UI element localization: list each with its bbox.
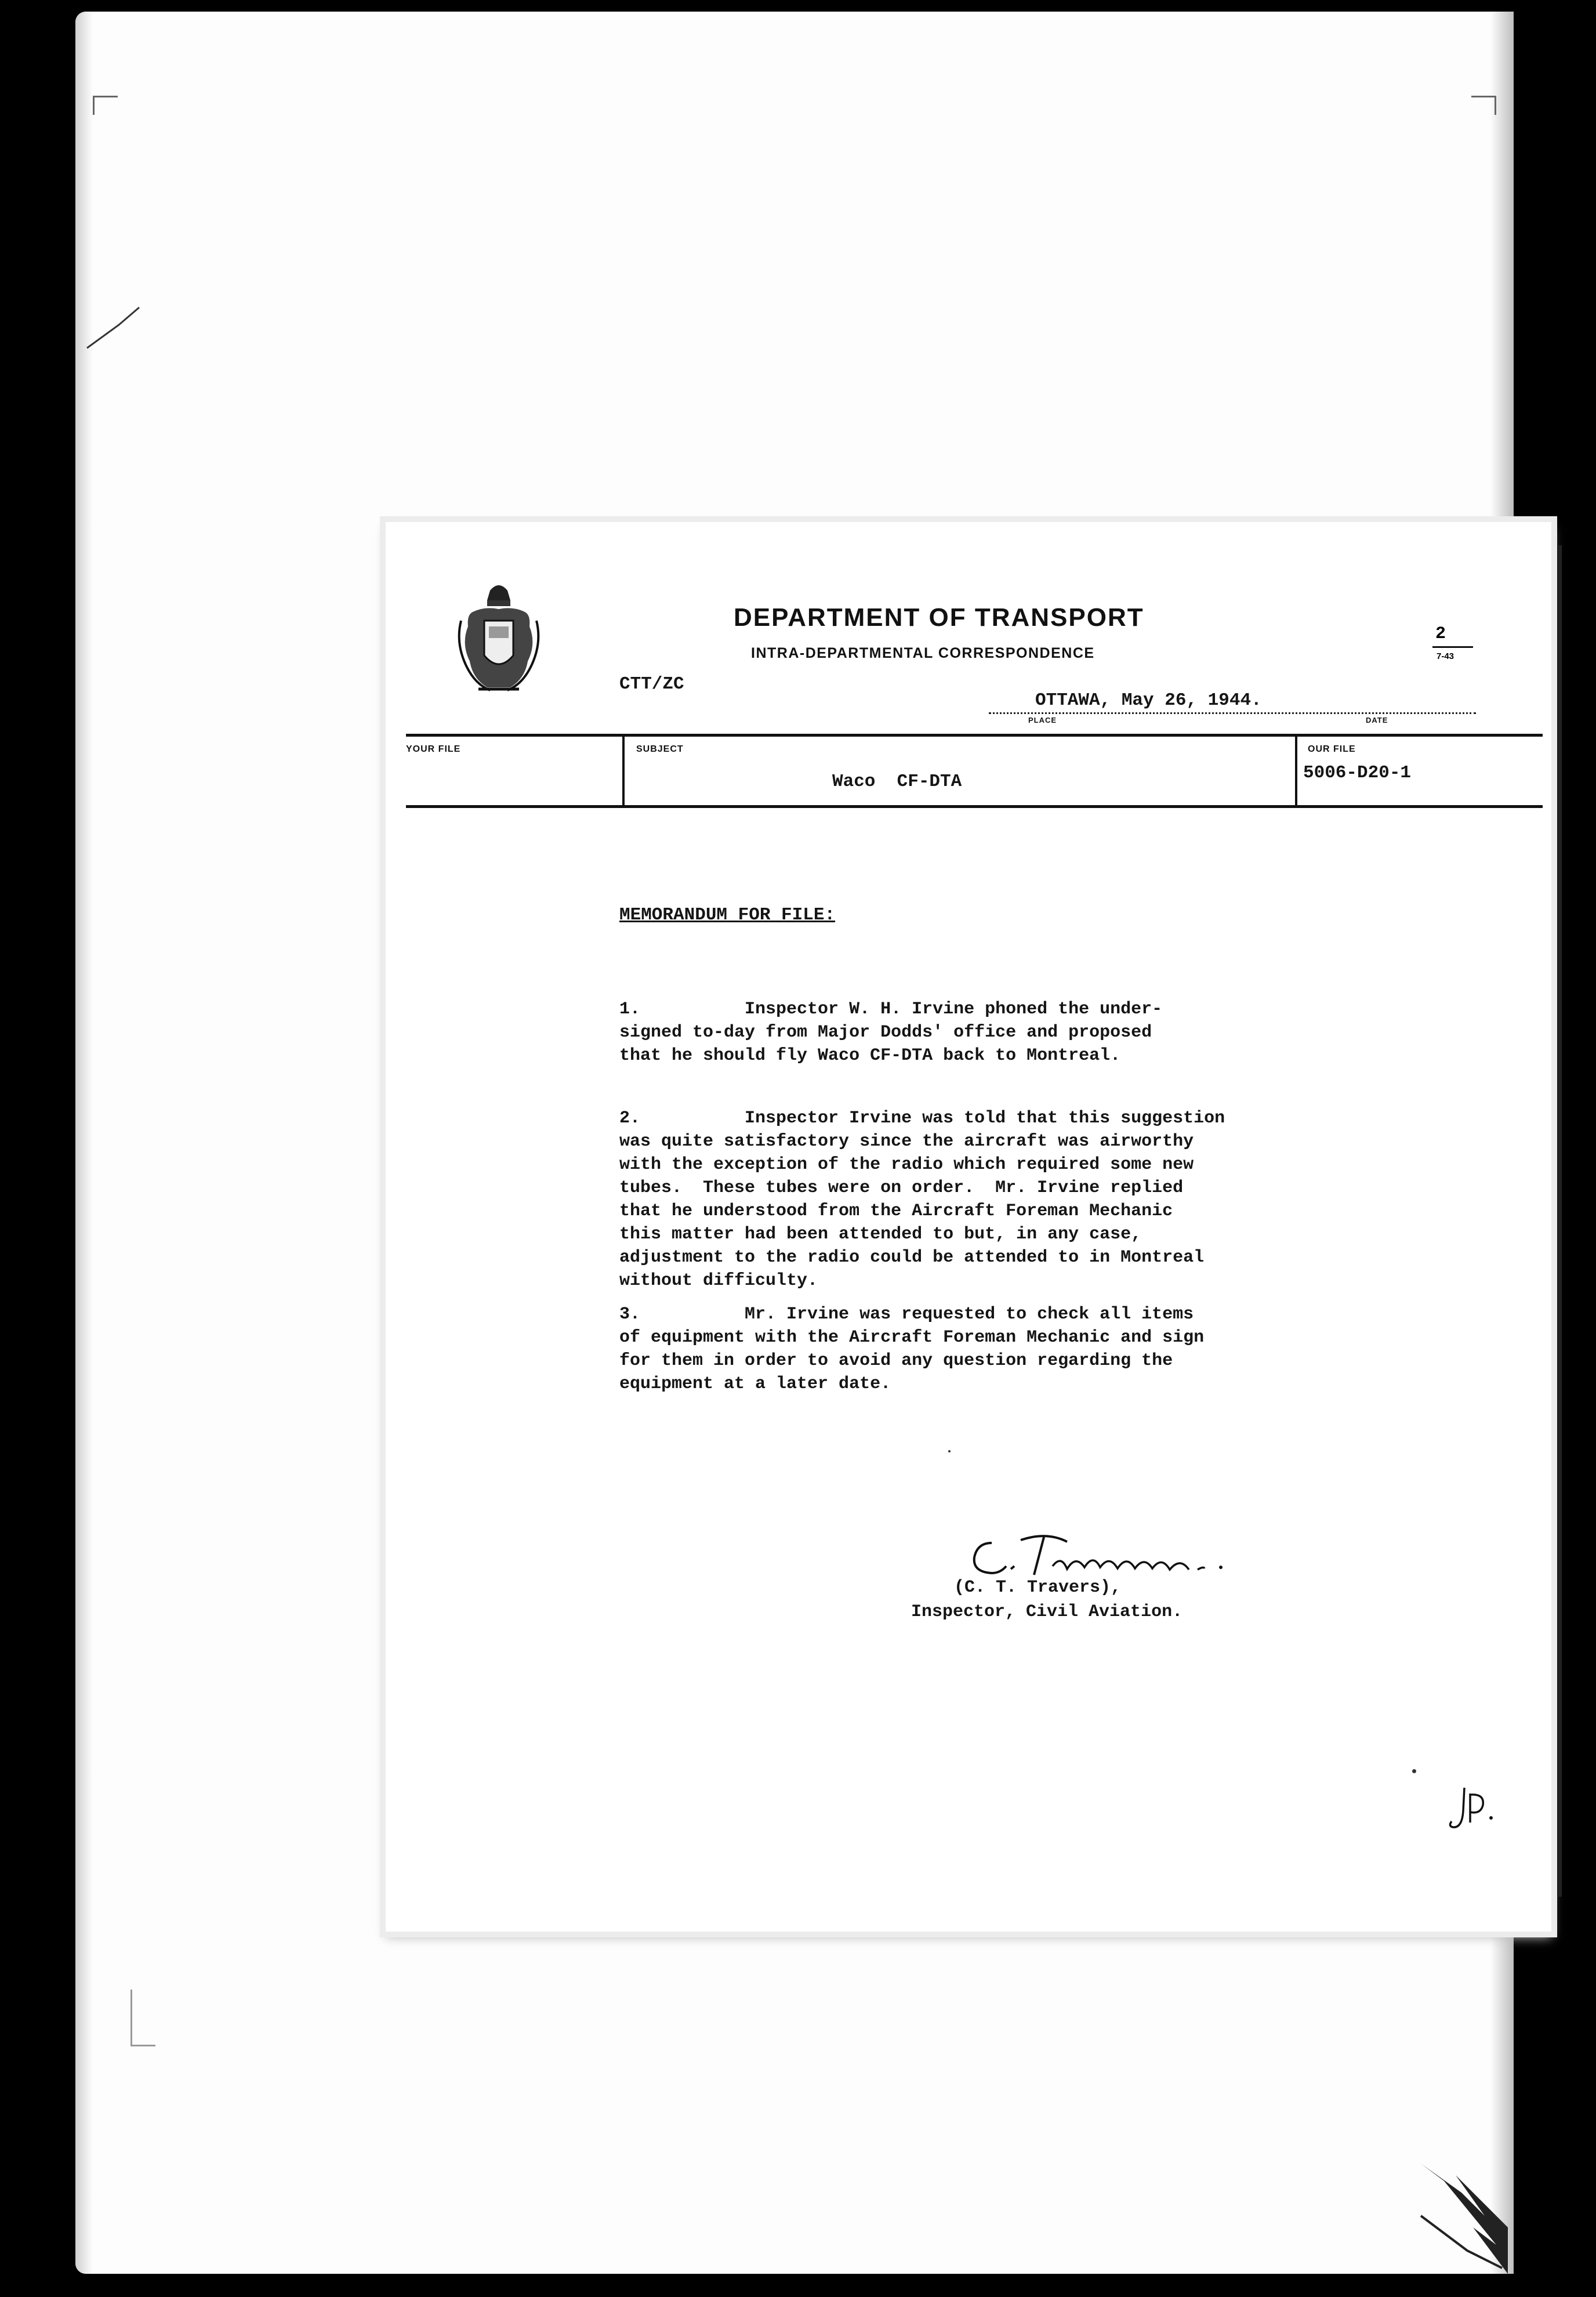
form-number-rule [1432,646,1473,648]
correspondence-subtitle: INTRA-DEPARTMENTAL CORRESPONDENCE [751,645,1095,661]
corner-mark-top-right [1471,96,1496,115]
paragraph-2: 2. Inspector Irvine was told that this suggestion was quite satisfactory since the aircraft was airworthy with the exception of the radio which required some new tubes. These tubes were on order. Mr. Irvine replied that he understood from the Aircraft Foreman Mechanic this matter had been attended to but, in any case, adjustment to the radio could be attended to in Montreal without difficulty. [619,1108,1225,1291]
form-number: 2 [1435,624,1446,644]
paragraph-3: 3. Mr. Irvine was requested to check all items of equipment with the Aircraft Foreman Mechanic and sign for them in order to avoid any question regarding the equipment at a later date. [619,1305,1205,1394]
memo-heading: MEMORANDUM FOR FILE: [619,905,836,925]
place-date-dotted-line [989,712,1476,714]
coat-of-arms-icon [455,580,542,696]
header-divider-2 [1295,736,1297,806]
header-top-rule [406,734,1543,737]
your-file-label: YOUR FILE [406,744,461,754]
frame-scratch-mark [84,302,154,354]
our-file-value: 5006-D20-1 [1303,763,1412,783]
subject-label: SUBJECT [636,744,684,754]
paper-speck [948,1450,951,1452]
place-date-value: OTTAWA, May 26, 1944. [1035,690,1262,711]
paper-speck [1412,1769,1416,1773]
signatory-name: (C. T. Travers), [954,1578,1122,1597]
subject-value: Waco CF-DTA [832,771,962,792]
date-label: DATE [1366,716,1388,724]
header-bottom-rule [406,805,1543,808]
form-edition: 7-43 [1437,651,1454,661]
reference-initials: CTT/ZC [619,674,684,694]
department-title: DEPARTMENT OF TRANSPORT [734,603,1144,632]
paragraph-1: 1. Inspector W. H. Irvine phoned the under- signed to-day from Major Dodds' office and proposed that he should fly Waco CF-DTA back to Montreal. [619,999,1163,1066]
sheet-edge-shadow [1558,545,1562,1897]
corner-mark-top-left [93,96,118,115]
our-file-label: OUR FILE [1308,744,1356,754]
film-frame [75,12,1514,2274]
memo-sheet [386,522,1551,1932]
place-label: PLACE [1028,716,1057,724]
frame-corner-damage [1386,2146,1514,2274]
header-divider-1 [622,736,625,806]
handwritten-initials [1447,1776,1499,1834]
corner-mark-bottom-left [130,1990,155,2046]
signatory-title: Inspector, Civil Aviation. [911,1602,1183,1622]
handwritten-signature [966,1520,1290,1584]
